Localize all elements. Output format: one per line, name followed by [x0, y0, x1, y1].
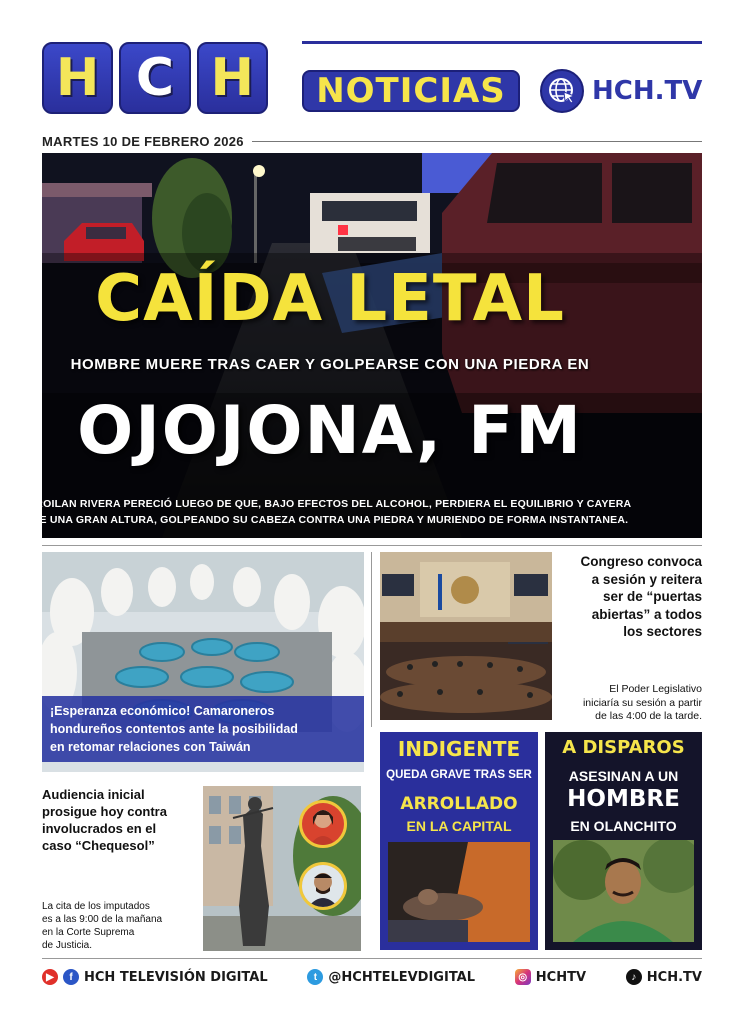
audiencia-headline-line: caso “Chequesol” [42, 838, 155, 853]
congress-headline-line: los sectores [623, 624, 702, 639]
audiencia-summary-line: de Justicia. [42, 940, 93, 951]
facebook-link[interactable] [42, 969, 268, 985]
victim-photo [553, 840, 694, 942]
audiencia-summary [42, 900, 192, 952]
instagram-link[interactable] [515, 969, 586, 985]
dateline [42, 134, 702, 149]
tiktok-link[interactable] [626, 969, 702, 985]
disparos-story[interactable] [545, 732, 702, 950]
congress-headline-line: a sesión y reitera [591, 571, 702, 587]
congress-headline-line: Congreso convoca [580, 554, 702, 569]
indigente-story[interactable] [380, 732, 538, 950]
tiktok-icon: ♪ [626, 969, 642, 985]
hero-story[interactable] [42, 153, 702, 538]
audiencia-headline-line: prosigue hoy contra [42, 804, 167, 819]
shrimp-caption-line: en retomar relaciones con Taiwán [50, 740, 251, 754]
disparos-kicker: ASESINAN A UN [568, 768, 679, 784]
congress-summary-line: El Poder Legislativo [609, 683, 702, 695]
section-divider [42, 545, 702, 546]
audiencia-headline-line: involucrados en el [42, 821, 157, 836]
facebook-handle: HCH TELEVISIÓN DIGITAL [84, 969, 268, 985]
hero-place: OJOJONA, FM [77, 392, 583, 469]
audiencia-summary-line: La cita de los imputados [42, 901, 150, 912]
section-badge: NOTICIAS [302, 70, 520, 112]
congress-summary-line: iniciaría su sesión a partir [582, 696, 702, 709]
disparos-headline: A DISPAROS [562, 737, 685, 758]
audiencia-summary-line: es a las 9:00 de la mañana [42, 914, 163, 925]
woman-portrait [299, 800, 347, 848]
logo-letter-h2: H [197, 42, 268, 114]
hero-headline: CAÍDA LETAL [95, 262, 565, 336]
audiencia-headline[interactable] [42, 786, 192, 854]
congress-headline-line: abiertas” a todos [591, 606, 702, 622]
hero-subhead: HOMBRE MUERE TRAS CAER Y GOLPEARSE CON UNA PIEDRA EN [70, 356, 590, 373]
injured-man-photo [388, 842, 530, 942]
twitter-icon: t [307, 969, 323, 985]
globe-cursor-icon [540, 69, 584, 113]
hch-logo [42, 42, 268, 114]
indigente-location: EN LA CAPITAL [406, 818, 512, 834]
shrimp-caption [42, 696, 364, 762]
congress-headline-line: ser de “puertas [602, 589, 702, 604]
justice-statue-photo[interactable] [203, 786, 361, 951]
footer-divider [42, 958, 702, 959]
audiencia-summary-line: en la Corte Suprema [42, 927, 135, 938]
disparos-location: EN OLANCHITO [570, 818, 677, 834]
man-portrait [299, 862, 347, 910]
audiencia-headline-line: Audiencia inicial [42, 787, 145, 802]
facebook-icon: f [63, 969, 79, 985]
congress-hall-image [380, 552, 552, 720]
site-link[interactable] [540, 68, 702, 114]
logo-letter-c: C [119, 42, 190, 114]
congress-photo[interactable] [380, 552, 552, 720]
instagram-handle: HCHTV [535, 969, 587, 985]
youtube-icon: ▶ [42, 969, 58, 985]
disparos-headline-2: HOMBRE [567, 786, 680, 812]
column-divider [371, 552, 372, 727]
indigente-headline-2: ARROLLADO [400, 794, 518, 814]
congress-summary-line: de las 4:00 de la tarde. [595, 710, 702, 722]
twitter-handle: @HCHTELEVDIGITAL [328, 969, 476, 985]
indigente-headline: INDIGENTE [397, 737, 521, 761]
header-rule [302, 41, 702, 44]
hero-summary-line: DE UNA GRAN ALTURA, GOLPEANDO SU CABEZA CONTRA UNA PIEDRA Y MURIENDO DE FORMA INSTANTANEA. [31, 514, 629, 526]
hero-summary-line: FROILAN RIVERA PERECIÓ LUEGO DE QUE, BAJO EFECTOS DEL ALCOHOL, PERDIERA EL EQUILIBRIO Y CAYERA [28, 498, 632, 510]
congress-summary [556, 683, 702, 724]
congress-headline[interactable] [556, 553, 702, 641]
shrimp-caption-line: hondureños contentos ante la posibilidad [50, 722, 298, 736]
shrimp-caption-line: ¡Esperanza económico! Camaroneros [50, 704, 275, 718]
twitter-link[interactable] [307, 969, 475, 985]
hero-summary [20, 496, 640, 528]
shrimp-story[interactable] [42, 552, 364, 772]
instagram-icon: ◎ [515, 969, 531, 985]
site-label: HCH.TV [592, 76, 703, 106]
tiktok-handle: HCH.TV [646, 969, 702, 985]
indigente-kicker: QUEDA GRAVE TRAS SER [386, 769, 532, 781]
logo-letter-h: H [42, 42, 113, 114]
social-footer [42, 966, 702, 988]
date-rule [252, 141, 702, 142]
issue-date: MARTES 10 DE FEBRERO 2026 [42, 134, 244, 149]
night-street-photo [42, 153, 702, 538]
